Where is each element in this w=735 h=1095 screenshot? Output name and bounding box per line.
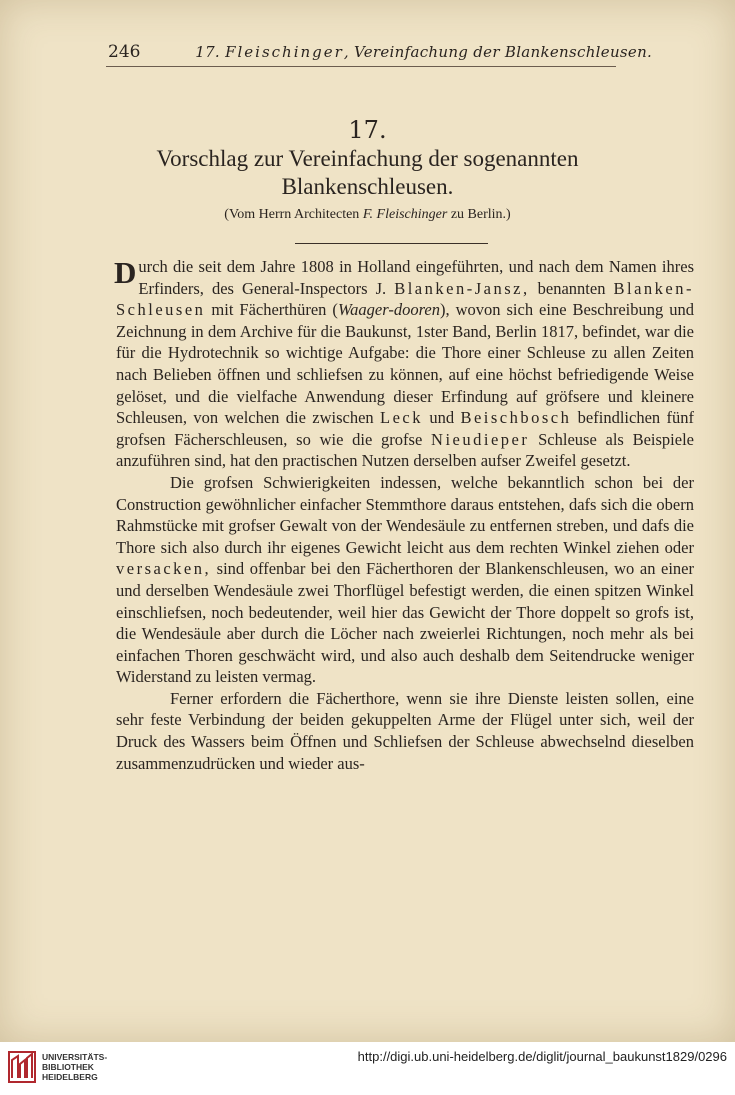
title-rule (295, 243, 488, 244)
header-rule (106, 66, 616, 67)
text-run: Schleuse als Beispiele anzuführen sind, hat den practischen Nutzen derselben aufser Zweifel gesetzt. (116, 429, 694, 471)
text-run: befindlichen fünf grofsen Fächerschleusen, so wie die grofse (116, 408, 694, 449)
paragraph-3 (116, 688, 694, 774)
text-run: Ferner erfordern die Fächerthore, wenn sie ihre Dienste leisten sollen, eine sehr feste Verbindung der beiden gekuppelten Arme der Flügel unter sich, weil der Druck des Wassers beim Öffnen und Schliefsen der Schleuse abwechselnd dieselben zusammenzudrücken und wieder aus- (116, 688, 694, 773)
page-number: 246 (108, 42, 141, 62)
spaced-name: Blanken-Jansz, (394, 278, 530, 298)
text-run: urch die seit dem Jahre 1808 in Holland eingeführten, und nach dem Namen ihres Erfinders, des General-Inspectors J. (138, 257, 694, 298)
article-title-line-2: Blankenschleusen. (281, 174, 454, 199)
drop-cap: D (114, 255, 137, 290)
spaced-name: Beischbosch (460, 408, 572, 428)
paragraph-2 (116, 472, 694, 688)
text-run: ), wovon sich eine Beschreibung und Zeichnung in dem Archive für die Baukunst, 1ster Band, Berlin 1817, befindet, war die für die Hydrotechnik so wichtige Aufgabe: die Thore einer Schleuse zu allen Zeiten nach Belieben öffnen und schliefsen zu können, auf eine höchst befriedigende Weise gelöset, und die vielfache Anwendung dieser Erfindung auf gröfsere und kleinere Schleusen, von welchen die zwischen (116, 300, 695, 428)
spaced-word: versacken, (116, 559, 212, 579)
article-title (0, 145, 735, 201)
byline-prefix: (Vom Herrn Architecten (224, 207, 363, 222)
running-head-title (195, 43, 652, 61)
spaced-name: Leck (380, 408, 423, 428)
paragraph-1 (116, 256, 694, 472)
text-run: sind offenbar bei den Fächerthoren der Blankenschleusen, wo an einer und derselben Wendesäule zwei Thorflügel befestigt werden, die einen spitzen Winkel einschliefsen, noch bedeutender, weil hier das Gewicht der Thore doppelt so grofs ist, die Wendesäule aber durch die Löcher nach zweierlei Richtungen, noch mehr als bei einfachen Thoren geschwächt wird, und also auch deshalb dem Seitendrucke weniger Widerstand zu leisten vermag. (116, 559, 694, 687)
running-head-rest: , Vereinfachung der Blankenschleusen. (343, 43, 653, 61)
text-run: benannten (529, 278, 614, 298)
article-byline (0, 207, 735, 223)
running-head-prefix: 17. (195, 43, 220, 61)
running-head (108, 42, 653, 62)
text-run: Die grofsen Schwierigkeiten indessen, welche bekanntlich schon bei der Construction gewöhnlicher einfacher Stemmthore daraus entstehen, dafs sich die obern Rahmstücke mit grofser Gewalt von der Wendesäule zu entfernen streben, und dafs die Thore sich also durch ihr eigenes Gewicht leicht aus dem rechten Winkel ziehen oder (116, 472, 694, 557)
byline-author: F. Fleischinger (362, 207, 448, 222)
byline-suffix: zu Berlin.) (447, 207, 511, 222)
spaced-name: Nieudieper (431, 429, 530, 449)
library-name-line-1: UNIVERSITÄTS- (42, 1052, 108, 1062)
university-library-logo-icon[interactable] (8, 1048, 36, 1088)
running-head-author: Fleischinger (225, 43, 344, 61)
article-title-line-1: Vorschlag zur Vereinfachung der sogenannten (156, 146, 579, 171)
library-name-line-2: BIBLIOTHEK (42, 1062, 94, 1072)
permalink-url[interactable]: http://digi.ub.uni-heidelberg.de/diglit/journal_baukunst1829/0296 (357, 1049, 727, 1064)
library-name-line-3: HEIDELBERG (42, 1072, 98, 1082)
library-name[interactable] (42, 1052, 107, 1082)
text-run: mit Fächerthüren ( (205, 300, 338, 320)
spaced-name: Blanken-Schleusen (116, 278, 694, 320)
italic-term: Waager-dooren (337, 300, 440, 320)
article-number: 17. (348, 116, 387, 144)
text-run: und (423, 408, 461, 428)
article-body (116, 256, 694, 774)
